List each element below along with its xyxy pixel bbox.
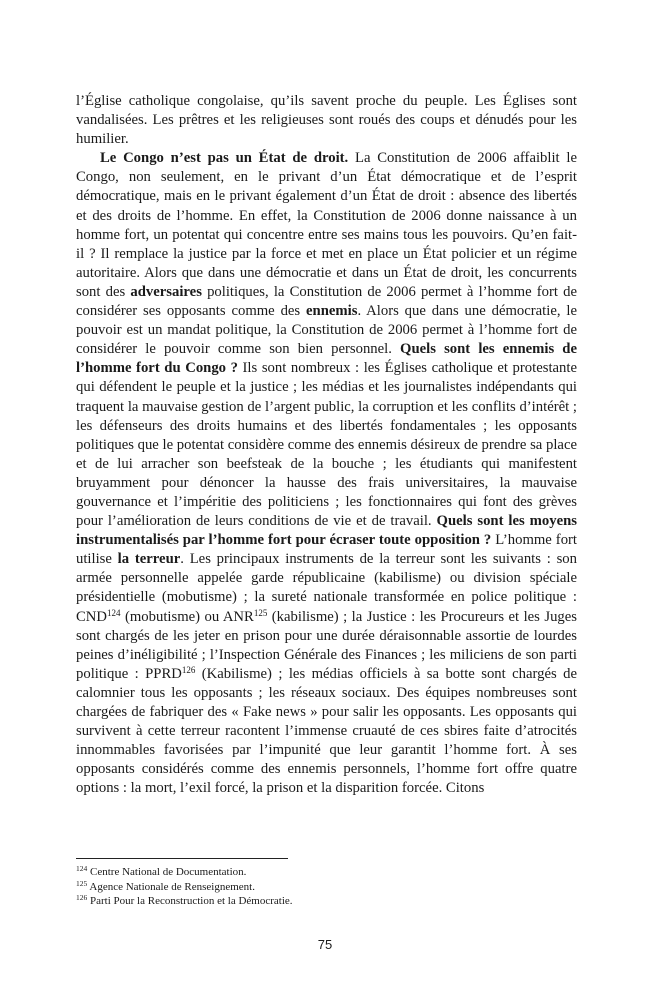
footnote-text: Agence Nationale de Renseignement. — [87, 880, 255, 893]
bold-term: ennemis — [306, 303, 358, 320]
bold-term: la terreur — [117, 551, 181, 568]
text-segment: politiques, la Constitution de 2006 permet à l’homme fort de considérer ses opposants comme des — [76, 283, 577, 320]
bold-question: Quels sont les moyens instrumentalisés par l’homme fort pour écraser toute opposition ? — [76, 513, 578, 549]
footnote-ref-125[interactable]: 125 — [253, 607, 268, 618]
footnote-text: Centre National de Documentation. — [87, 866, 247, 878]
text-segment: (Kabilisme) ; les médias officiels à sa botte sont chargés de calomnier tous les opposants ; les réseaux sociaux. Des équipes nombreuses sont chargées de fabriquer des « Fake news » pour salir les opposants. Les opposants qui survivent à cette terreur racontent l’immense cruauté de ces sbires faite d’atrocités innommables favorisées par l’impunité que leur garantit l’homme fort. À ses opposants considérés comme des ennemis personnels, l’homme fort offre quatre options : la mort, l’exil forcé, la prison et la disparition forcée. Citons — [76, 665, 577, 797]
footnotes — [76, 865, 577, 909]
page-number: 75 — [317, 937, 333, 952]
footnote-divider — [76, 858, 288, 859]
text-segment: L’homme fort utilise — [76, 532, 578, 568]
text-segment: Ils sont nombreux : les Églises catholique et protestante qui défendent le peuple et la justice ; les médias et les journalistes indépendants qui traquent la mauvaise gestion de l’argent public, la corruption et les conflits d’intérêt ; les défenseurs des droits humains et des libertés fondamentales ; les opposants politiques que le potentat considère comme des ennemis désireux de prendre sa place et de lui arracher son beefsteak de la bouche ; les étudiants qui manifestent bruyamment pour dénoncer la hausse des frais universitaires, la mauvaise gouvernance et l’impéritie des politiciens ; les fonctionnaires qui font des grèves pour l’amélioration de leurs conditions de vie et de travail. — [76, 360, 577, 530]
section-heading: Le Congo n’est pas un État de droit. — [100, 150, 349, 167]
bold-term: adversaires — [130, 283, 202, 300]
footnote-item — [76, 865, 577, 880]
text-segment: . Les principaux instruments de la terreur sont les suivants : son armée personnelle appelée garde républicaine (kabilisme) ou division spéciale présidentielle (mobutisme) ; la sureté nationale transformée en police politique : CND — [76, 551, 577, 625]
page-body — [76, 92, 577, 798]
footnote-item — [76, 880, 577, 895]
paragraph-continuation: l’Église catholique congolaise, qu’ils savent proche du peuple. Les Églises sont vandalisées. Les prêtres et les religieuses sont roués des coups et dénudés pour les humilier. — [76, 93, 577, 148]
bold-question: Quels sont les ennemis de l’homme fort du Congo ? — [76, 341, 577, 377]
footnote-number: 125 — [76, 878, 88, 888]
text-segment: (mobutisme) ou ANR — [120, 608, 254, 625]
text-segment: La Constitution de 2006 affaiblit le Congo, non seulement, en le privant d’un État démocratique et de l’esprit démocratique, mais en le privant également d’un État de droit : absence des libertés et des droits de l’homme. En effet, la Constitution de 2006 donne naissance à un homme fort, un potentat qui concentre entre ses mains tous les pouvoirs. Qu’en fait-il ? Il remplace la justice par la force et met en place un État policier et un régime autoritaire. Alors que dans une démocratie et dans un État de droit, les concurrents sont des — [76, 150, 577, 300]
footnote-ref-126[interactable]: 126 — [181, 664, 196, 675]
paragraph-main — [76, 149, 577, 798]
footnote-item — [76, 894, 577, 909]
footnote-ref-124[interactable]: 124 — [107, 607, 121, 618]
footnote-text: Parti Pour la Reconstruction et la Démocratie. — [87, 895, 293, 907]
footnote-number: 124 — [76, 864, 88, 873]
text-segment: . Alors que dans une démocratie, le pouvoir est un mandat politique, la Constitution de 2006 permet à l’homme fort de considérer le pouvoir comme son bien personnel. — [76, 303, 577, 358]
footnote-number: 126 — [76, 893, 88, 902]
text-segment: (kabilisme) ; la Justice : les Procureurs et les Juges sont chargés de les jeter en prison pour une durée déraisonnable assortie de lourdes peines d’inéligibilité ; l’Inspection Générale des Finances ; les miliciens de son parti politique : PPRD — [76, 608, 577, 682]
